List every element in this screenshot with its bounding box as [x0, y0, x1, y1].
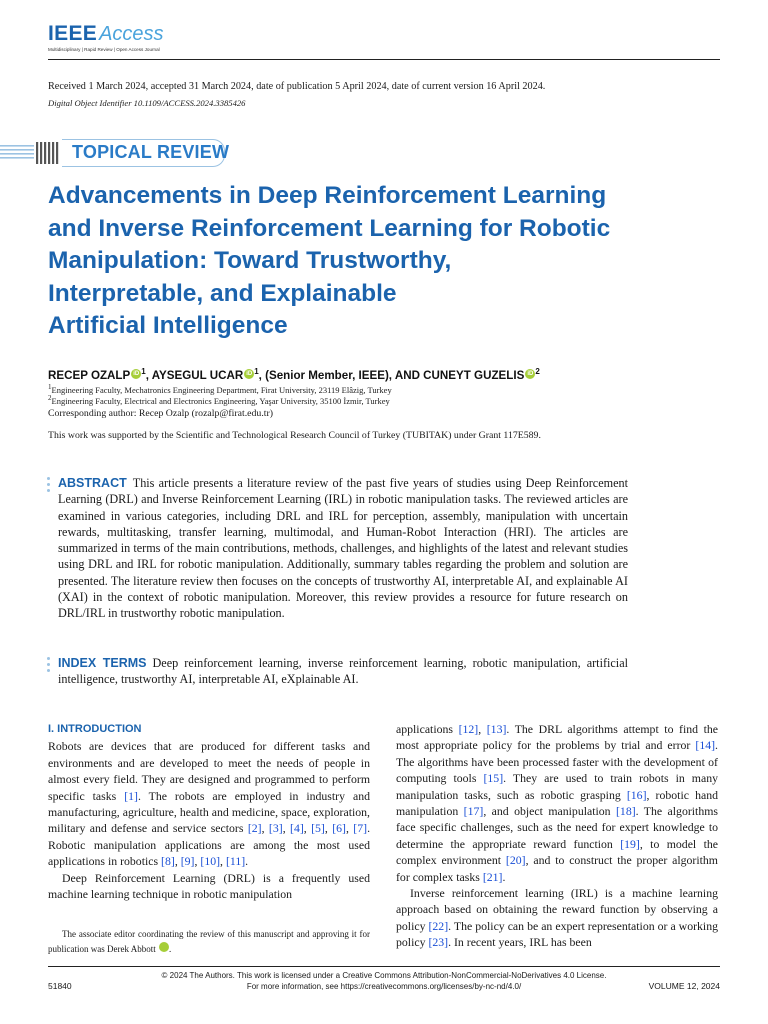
title-line: Artificial Intelligence [48, 312, 288, 339]
funding-note: This work was supported by the Scientific and Technological Research Council of Turkey (TUBITAK) under Grant 117E589. [48, 430, 541, 441]
index-terms-text: Deep reinforcement learning, inverse reinforcement learning, robotic manipulation, artificial intelligence, trustworthy AI, interpretable AI, eXplainable AI. [58, 656, 628, 687]
citation-link[interactable]: [3] [268, 821, 283, 836]
index-terms-block [58, 655, 628, 688]
paragraph-text: . The algorithms face specific challenges, such as the need for expert knowledge to determine the appropriate reward function [396, 804, 719, 851]
paragraph-text: , [478, 722, 487, 736]
paragraph-text: , robotic hand manipulation [396, 787, 718, 819]
journal-logo [48, 22, 164, 46]
abstract-text: This article presents a literature review of the past five years of studies using Deep Reinforcement Learning (DRL) and Inverse Reinforcement Learning (IRL) in robotic manipulation tasks. The reviewed articles are examined in various categories, including DRL and IRL for perception, assembly, manipulation with uncertain rewards, multitasking, transfer learning, multimodal, and Human-Robot Interaction (HRI). The articles are summarized in terms of the main contributions, methods, challenges, and highlights of the latest and relevant studies using DRL and IRL for robotic manipulation. Additionally, summary tables regarding the problem and solution are presented. The literature review then focuses on the concepts of trustworthy AI, interpretable AI, and explainable AI (XAI) in the context of robotic manipulation. Moreover, this review provides a resource for future research on DRL/IRL in trustworthy robotic manipulation. [58, 476, 628, 621]
abstract-block [58, 475, 628, 622]
author-list: RECEP OZALP iD $^1$, AYSEGUL UCAR iD $^1$, (Senior Member, IEEE), AND CUNEYT GUZELIS iD $^2$ [48, 367, 540, 382]
author-name: AYSEGUL UCAR [151, 369, 244, 382]
affiliation-2: $^2$Engineering Faculty, Electrical and Electronics Engineering, Yaşar University, 35100 İzmir, Turkey [48, 394, 390, 406]
paragraph-text: , [303, 821, 312, 836]
citation-link[interactable]: [16] [626, 787, 647, 802]
header-divider [48, 59, 720, 60]
orcid-icon[interactable]: iD [246, 371, 253, 377]
logo-access-text: Access [99, 23, 164, 45]
citation-link[interactable]: [10] [200, 854, 221, 869]
paragraph-text: , [174, 854, 181, 869]
orcid-icon[interactable]: iD [159, 942, 169, 952]
citation-link[interactable]: [21] [482, 869, 503, 884]
index-dots-icon [47, 657, 51, 675]
paragraph-text: Inverse reinforcement learning (IRL) is a machine learning approach based on obtaining the reward function by observing a policy [396, 886, 718, 933]
paragraph-text: . Robotic manipulation applications are among the most used applications in robotics [48, 821, 371, 869]
banner-label: TOPICAL REVIEW [72, 142, 230, 162]
citation-link[interactable]: [15] [483, 771, 504, 786]
editor-footnote: The associate editor coordinating the review of this manuscript and approving it for publication was Derek Abbott iD. [48, 929, 370, 954]
topical-review-banner [0, 136, 230, 170]
paragraph-text: , to model the complex environment [396, 836, 718, 868]
affil-marker: 2 [535, 367, 540, 376]
logo-ieee-text: IEEE [48, 22, 98, 45]
index-terms-heading: INDEX TERMS [58, 656, 147, 670]
section-heading: I. INTRODUCTION [48, 723, 142, 735]
citation-link[interactable]: [1] [124, 788, 138, 803]
citation-link[interactable]: [22] [428, 918, 449, 933]
citation-link[interactable]: [11] [225, 854, 246, 869]
paragraph-text: . In recent years, IRL has been [448, 935, 592, 950]
paragraph-text: . The robots are employed in industry and manufacturing, agriculture, health and medicine, space, exploration, military and defense and service sectors [48, 788, 370, 836]
license-link-line[interactable]: For more information, see https://creativecommons.org/licenses/by-nc-nd/4.0/ [246, 982, 522, 991]
author-role: (Senior Member, IEEE), AND [265, 369, 420, 382]
citation-link[interactable]: [7] [353, 821, 368, 836]
citation-link[interactable]: [4] [290, 821, 304, 836]
citation-link[interactable]: [17] [463, 804, 484, 819]
paragraph-text: . The algorithms have been processed faster with the development of computing tools [396, 738, 718, 786]
title-line: Interpretable, and Explainable [48, 279, 397, 307]
volume-label: VOLUME 12, 2024 [648, 981, 720, 991]
logo-tagline: Multidisciplinary | Rapid Review | Open Access Journal [48, 47, 160, 52]
citation-link[interactable]: [20] [505, 853, 526, 868]
doi-line: Digital Object Identifier 10.1109/ACCESS.2024.3385426 [48, 98, 246, 108]
author-name: CUNEYT GUZELIS [423, 369, 525, 382]
citation-link[interactable]: [14] [695, 738, 716, 753]
banner-stripes-icon [0, 142, 60, 164]
intro-paragraph-2: Deep Reinforcement Learning (DRL) is a frequently used machine learning technique in robotic manipulation [48, 870, 370, 902]
paragraph-text: , and object manipulation [483, 804, 616, 819]
author-name: RECEP OZALP [48, 369, 131, 382]
abstract-dots-icon [47, 477, 51, 495]
orcid-icon[interactable]: iD [527, 371, 534, 377]
paper-title [48, 180, 688, 343]
affil-marker: 1 [254, 367, 259, 376]
affil-marker: 1 [141, 367, 146, 376]
paragraph-text: , [194, 854, 201, 869]
paragraph-text: . [245, 854, 249, 869]
page-number: 51840 [48, 981, 72, 991]
paragraph-text: , [324, 821, 333, 836]
title-line: Manipulation: Toward Trustworthy, [48, 247, 452, 274]
citation-link[interactable]: [18] [616, 804, 636, 819]
left-column [48, 721, 370, 902]
paragraph-text: , [220, 854, 226, 869]
paragraph-text: Robots are devices that are produced for different tasks and environments and are developed to meet the needs of people in almost every field. They are designed and programmed to perform specific tasks [48, 739, 370, 803]
paragraph-text: , [261, 821, 269, 836]
orcid-icon[interactable]: iD [133, 371, 140, 377]
paragraph-text: applications [396, 722, 459, 736]
paragraph-text: , and to construct the proper algorithm for complex tasks [396, 853, 718, 884]
paragraph-text: , [282, 821, 291, 836]
citation-link[interactable]: [8] [161, 854, 175, 869]
license-line: © 2024 The Authors. This work is licensed under a Creative Commons Attribution-NonCommercial-NoDerivatives 4.0 License. [161, 971, 607, 980]
citation-link[interactable]: [9] [180, 854, 195, 869]
citation-link[interactable]: [13] [486, 722, 507, 736]
paragraph-text: . The DRL algorithms attempt to find the most appropriate policy for the problems by trial and error [396, 722, 719, 753]
right-column [396, 721, 718, 951]
paragraph-text: , [345, 821, 354, 836]
received-dates: Received 1 March 2024, accepted 31 March 2024, date of publication 5 April 2024, date of current version 16 April 2024. [48, 81, 546, 92]
citation-link[interactable]: [6] [332, 821, 346, 836]
paragraph-text: . [502, 869, 506, 884]
corresponding-author: Corresponding author: Recep Ozalp (rozalp@firat.edu.tr) [48, 408, 274, 419]
intro-paragraph-4 [396, 885, 718, 951]
paragraph-text: . They are used to train robots in many manipulation tasks, such as robotic grasping [396, 771, 719, 802]
intro-paragraph-3 [396, 721, 718, 885]
title-line: Advancements in Deep Reinforcement Learning [48, 182, 607, 209]
citation-link[interactable]: [23] [428, 935, 449, 950]
citation-link[interactable]: [5] [311, 821, 325, 836]
affiliation-1: $^1$Engineering Faculty, Mechatronics Engineering Department, Firat University, 23119 Elâzig, Turkey [48, 383, 392, 395]
citation-link[interactable]: [2] [247, 821, 262, 836]
abstract-heading: ABSTRACT [58, 476, 127, 490]
footer-divider [48, 966, 720, 967]
intro-paragraph-1 [48, 738, 370, 869]
citation-link[interactable]: [19] [620, 836, 640, 851]
title-line: and Inverse Reinforcement Learning for Robotic [48, 214, 611, 242]
citation-link[interactable]: [12] [458, 722, 479, 736]
paragraph-text: . The policy can be an expert representation or a working policy [396, 918, 718, 950]
